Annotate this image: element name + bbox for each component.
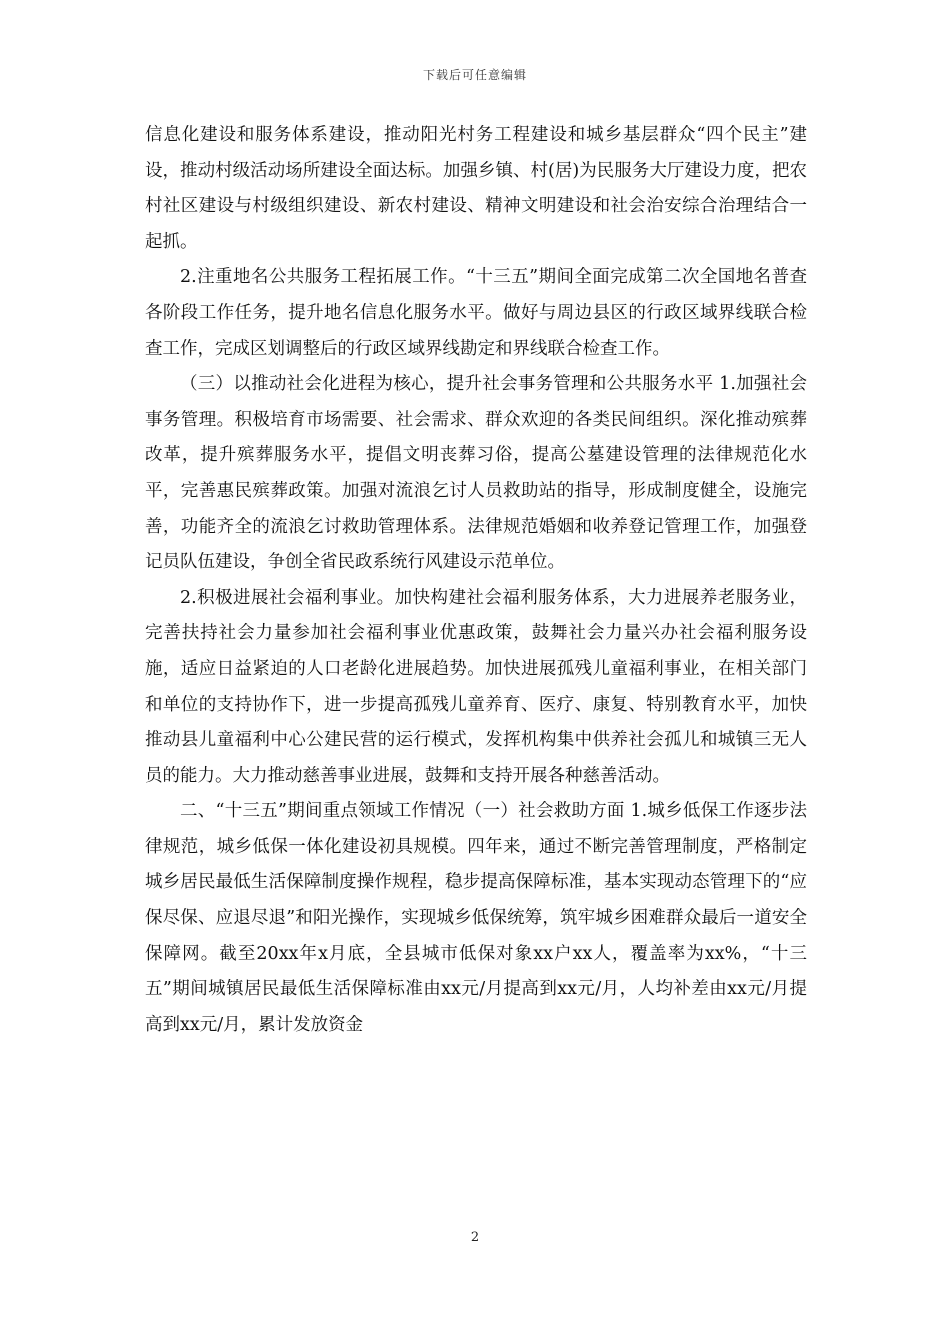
page-number: 2 xyxy=(470,1230,480,1245)
document-body xyxy=(145,118,807,1043)
paragraph-social-affairs: （三）以推动社会化进程为核心，提升社会事务管理和公共服务水平 1.加强社会事务管理。积极培育市场需要、社会需求、群众欢迎的各类民间组织。深化推动殡葬改革，提升殡葬服务水平，提倡文明丧葬习俗，提高公墓建设管理的法律规范化水平，完善惠民殡葬政策。加强对流浪乞讨人员救助站的指导，形成制度健全，设施完善，功能齐全的流浪乞讨救助管理体系。法律规范婚姻和收养登记管理工作，加强登记员队伍建设，争创全省民政系统行风建设示范单位。 xyxy=(145,374,807,573)
paragraph-village-services: 信息化建设和服务体系建设，推动阳光村务工程建设和城乡基层群众“四个民主”建设，推动村级活动场所建设全面达标。加强乡镇、村(居)为民服务大厅建设力度，把农村社区建设与村级组织建设、新农村建设、精神文明建设和社会治安综合治理结合一起抓。 xyxy=(145,125,807,252)
page-header: 下载后可任意编辑 xyxy=(422,68,527,82)
paragraph-place-names: 2.注重地名公共服务工程拓展工作。“十三五”期间全面完成第二次全国地名普查各阶段工作任务，提升地名信息化服务水平。做好与周边县区的行政区域界线联合检查工作，完成区划调整后的行政区域界线勘定和界线联合检查工作。 xyxy=(145,267,807,359)
paragraph-social-welfare: 2.积极进展社会福利事业。加快构建社会福利服务体系，大力进展养老服务业，完善扶持社会力量参加社会福利事业优惠政策，鼓舞社会力量兴办社会福利服务设施，适应日益紧迫的人口老龄化进展趋势。加快进展孤残儿童福利事业，在相关部门和单位的支持协作下，进一步提高孤残儿童养育、医疗、康复、特别教育水平，加快推动县儿童福利中心公建民营的运行模式，发挥机构集中供养社会孤儿和城镇三无人员的能力。大力推动慈善事业进展，鼓舞和支持开展各种慈善活动。 xyxy=(145,587,807,786)
paragraph-social-assistance: 二、“十三五”期间重点领域工作情况（一）社会救助方面 1.城乡低保工作逐步法律规范，城乡低保一体化建设初具规模。四年来，通过不断完善管理制度，严格制定城乡居民最低生活保障制度操作规程，稳步提高保障标准，基本实现动态管理下的“应保尽保、应退尽退”和阳光操作，实现城乡低保统筹，筑牢城乡困难群众最后一道安全保障网。截至20xx年x月底，全县城市低保对象xx户xx人，覆盖率为xx%，“十三五”期间城镇居民最低生活保障标准由xx元/月提高到xx元/月，人均补差由xx元/月提高到xx元/月，累计发放资金 xyxy=(145,801,807,1035)
